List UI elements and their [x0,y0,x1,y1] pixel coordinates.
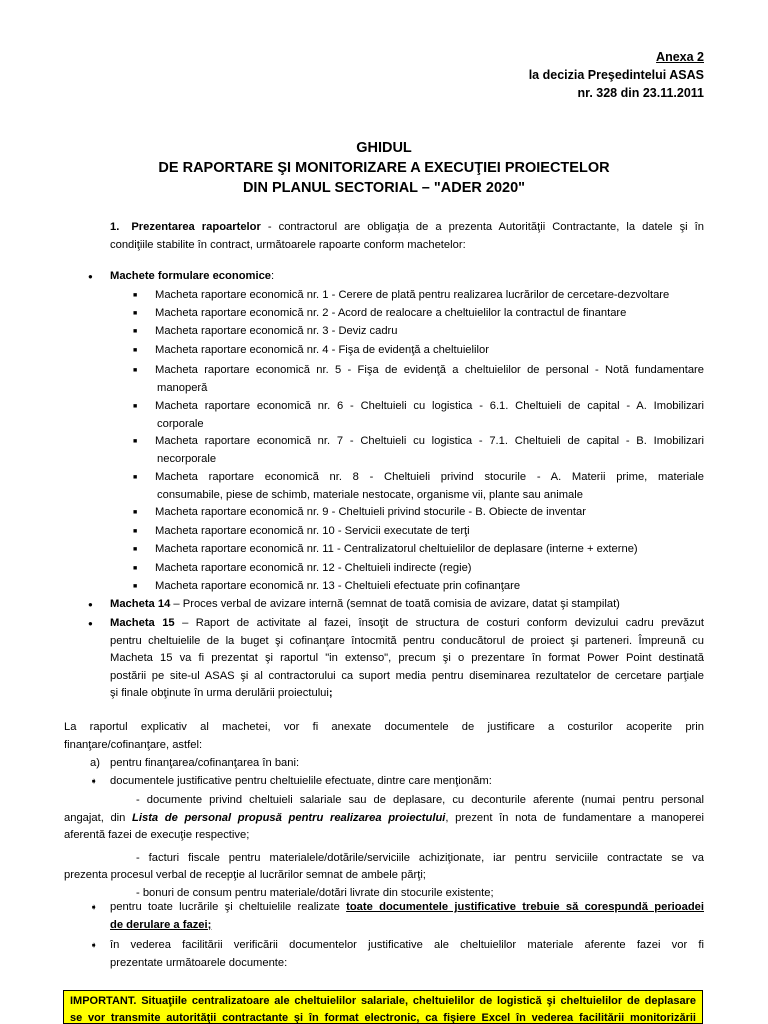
square-bullet-icon: ■ [133,347,138,354]
list-item: Macheta raportare economică nr. 9 - Cheltuieli privind stocurile - B. Obiecte de inventar [155,506,586,518]
square-bullet-icon: ■ [133,474,138,481]
list-item: Macheta raportare economică nr. 13 - Cheltuieli efectuate prin cofinanţare [155,580,521,592]
docs-detail: - documente privind cheltuieli salariale sau de deplasare, cu deconturile aferente (numai pentru personal angajat, din Lista de personal propusă pentru realizarea proiectului, prezent în nota de fundamentare a manoperei aferentă fazei de execuţie respective; - facturi fiscale pentru materialele/dotările/serviciile achiziţionate, iar pentru serviciile contractate se va prezenta procesul verbal de recepţie al lucrărilor semnat de ambele părţi; - bonuri de consum pentru materiale/dotări livrate din stocurile existente; [64,794,704,899]
square-bullet-icon: ■ [133,367,138,374]
square-bullet-icon: ■ [133,528,138,535]
annex-decision: la decizia Preşedintelui ASAS [528,68,704,82]
square-bullet-icon: ■ [133,292,138,299]
list-item: Macheta raportare economică nr. 1 - Cerere de plată pentru realizarea lucrărilor de cercetare-dezvoltare [155,289,670,301]
annex-header [529,48,704,102]
section-text-line-2: condiţiile stabilite în contract, următoarele rapoarte conform machetelor: [110,238,466,251]
list-item: Macheta raportare economică nr. 5 - Fişa de evidenţă a cheltuielilor de personal - Notă fundamentare manoperă [155,364,704,394]
annex-number: Anexa 2 [656,50,704,64]
list-item: Macheta raportare economică nr. 11 - Centralizatorul cheltuielilor de deplasare (interne + externe) [155,543,638,555]
list-item: Macheta raportare economică nr. 8 - Cheltuieli privind stocurile - A. Materii prime, materiale consumabile, piese de schimb, materiale nestocate, organisme vii, plante sau animale [155,471,704,501]
important-line-2: se vor transmite autorităţii contractante şi în format electronic, ca fişiere Excel în vederea facilitării monitorizării [70,1012,696,1024]
square-bullet-icon: ■ [133,509,138,516]
title-line-3: DIN PLANUL SECTORIAL – "ADER 2020" [242,180,526,196]
list-item: Macheta raportare economică nr. 2 - Acord de realocare a cheltuielilor la contractul de finantare [155,307,627,319]
title-line-2: DE RAPORTARE ŞI MONITORIZARE A EXECUŢIEI PROIECTELOR [158,160,610,176]
list-item: Macheta raportare economică nr. 3 - Deviz cadru [155,325,398,337]
title-line-1: GHIDUL [356,140,412,156]
important-line-1: IMPORTANT. Situaţiile centralizatoare ale cheltuielilor salariale, cheltuielilor de logistică şi cheltuielilor de deplasare [70,995,696,1007]
square-bullet-icon: ■ [133,438,138,445]
important-notice-box [63,990,703,1024]
machete-heading: Machete formulare economice: [110,270,275,282]
annex-date: nr. 328 din 23.11.2011 [577,86,704,100]
document-page: Anexa 2 la decizia Preşedintelui ASAS nr. 328 din 23.11.2011 GHIDUL DE RAPORTARE ŞI MONITORIZARE A EXECUŢIEI PROIECTELOR DIN PLANUL SECTORIAL – "ADER 2020" 1. Prezentarea rapoartelor - contractorul are obligaţia de a prezenta Autorităţii Contractante, la datele şi în condiţiile stabilite în contract, următoarele rapoarte conform machetelor: ● Machete formulare economice: ■ Macheta raportare economică nr. 1 - Cerere de plată pentru realizarea lucrărilor de cercetare-dezvoltare ■ Macheta raportare economică nr. 2 - Acord de realocare a cheltuielilor la contractul de finantare ■ Macheta raportare economică nr. 3 - Deviz cadru ■ Macheta raportare economică nr. 4 - Fişa de evidenţă a cheltuielilor ■ Macheta raportare economică nr. 5 - Fişa de evidenţă a cheltuielilor de personal - Notă fundamentare manoperă ■ Macheta raportare economică nr. 6 - Cheltuieli cu logistica - 6.1. Cheltuieli de capital - A. Imobilizari corporale ■ Macheta raportare economică nr. 7 - Cheltuieli cu logistica - 7.1. Cheltuieli de capital - B. Imobilizari necorporale ■ Macheta raportare economică nr. 8 - Cheltuieli privind stocurile - A. Materii prime, materiale consumabile, piese de schimb, materiale nestocate, organisme vii, plante sau animale ■ Macheta raportare economică nr. 9 - Cheltuieli privind stocurile - B. Obiecte de inventar ■ Macheta raportare economică nr. 10 - Servicii executate de terţi ■ Macheta raportare economică nr. 11 - Centralizatorul cheltuielilor de deplasare (interne + externe) ■ Macheta raportare economică nr. 12 - Cheltuieli indirecte (regie) ■ Macheta raportare economică nr. 13 - Cheltuieli efectuate prin cofinanţare ● Macheta 14 – Proces verbal de avizare internă (semnat de toată comisia de avizare, datat şi stampilat) ● Macheta 15 – Raport de activitate al fazei, însoţit de structura de costuri conform devizului cadru prevăzut pentru cheltuielile de la buget şi cofinanţare întocmită pentru conducătorul de proiect şi parteneri. Împreună cu Macheta 15 va fi prezentat şi raportul "in extenso", precum şi o prezentare în format Power Point destinată postării pe site-ul ASAS şi al contractorului ca suport media pentru diseminarea rezultatelor de cercetare parţiale şi finale obţinute în urma derulării proiectului; La raportul explicativ al machetei, vor fi anexate documentele de justificare a costurilor acoperite prin finanţare/cofinanţare, astfel: a) pentru finanţarea/cofinanţarea în bani: ➧ documentele justificative pentru cheltuielile efectuate, dintre care menţionăm: - documente privind cheltuieli salariale sau de deplasare, cu deconturile aferente (numai pentru personal angajat, din Lista de personal propusă pentru realizarea proiectului, prezent în nota de fundamentare a manoperei aferentă fazei de execuţie respective; - facturi fiscale pentru materialele/dotările/serviciile achiziţionate, iar pentru serviciile contractate se va prezenta procesul verbal de recepţie al lucrărilor semnat de ambele părţi; - bonuri de consum pentru materiale/dotări livrate din stocurile existente; ➧ pentru toate lucrările şi cheltuielile realizate toate documentele justificative trebuie să corespundă perioadei de derulare a fazei; ➧ în vederea facilitării verificării documentelor justificative ale cheltuielilor materiale aferente fazei vor fi prezentate următoarele documente: IMPORTANT. Situaţiile centralizatoare ale cheltuielilor salariale, cheltuielilor de logistică şi cheltuielilor de deplasare se vor transmite autorităţii contractante şi în format electronic, ca fişiere Excel în vederea facilitării monitorizării [0,0,768,1024]
square-bullet-icon: ■ [133,310,138,317]
list-item: Macheta raportare economică nr. 12 - Cheltuieli indirecte (regie) [155,562,472,574]
square-bullet-icon: ■ [133,583,138,590]
section-text-line-1: - contractorul are obligaţia de a prezenta Autorităţii Contractante, la datele şi în [267,221,704,233]
bullet-dot-icon: ● [88,619,93,628]
section-number: 1. [110,221,120,233]
explanatory-paragraph: La raportul explicativ al machetei, vor fi anexate documentele de justificare a costurilor acoperite prin finanţare/cofinanţare, astfel: [64,721,704,751]
document-title [0,138,768,198]
arrow-bullet-icon: ➧ [90,776,98,786]
bullet-dot-icon: ● [88,600,93,609]
section-heading: Prezentarea rapoartelor [131,221,261,233]
list-item: Macheta raportare economică nr. 4 - Fişa de evidenţă a cheltuielilor [155,344,489,356]
square-bullet-icon: ■ [133,546,138,553]
square-bullet-icon: ■ [133,403,138,410]
square-bullet-icon: ■ [133,328,138,335]
arrow-bullet-icon: ➧ [90,940,98,950]
section-1 [110,219,704,254]
list-item: Macheta raportare economică nr. 6 - Cheltuieli cu logistica - 6.1. Cheltuieli de capital - A. Imobilizari corporale [155,400,704,430]
list-item: Macheta raportare economică nr. 7 - Cheltuieli cu logistica - 7.1. Cheltuieli de capital - B. Imobilizari necorporale [155,435,704,465]
bullet-dot-icon: ● [88,272,93,281]
list-item: Macheta raportare economică nr. 10 - Servicii executate de terţi [155,525,470,537]
arrow-bullet-icon: ➧ [90,902,98,912]
square-bullet-icon: ■ [133,565,138,572]
